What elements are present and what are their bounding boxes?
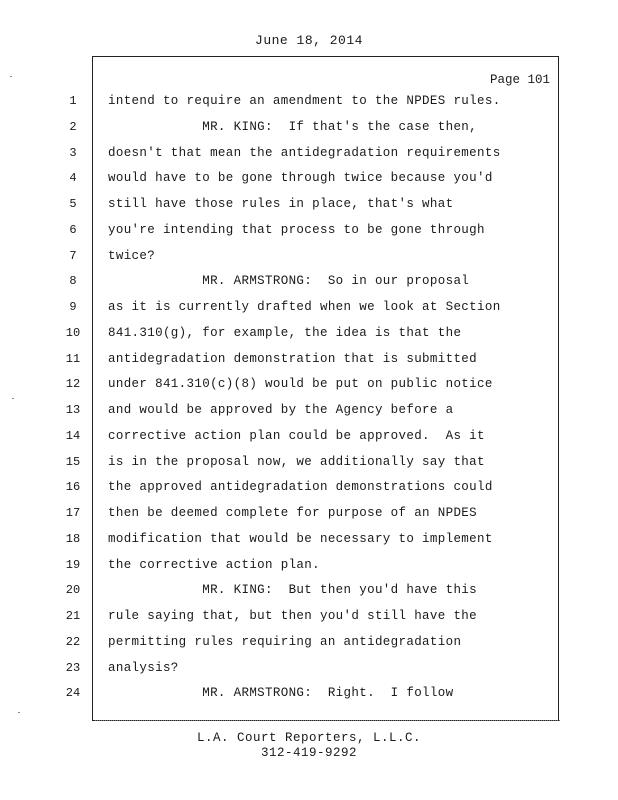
line-text: doesn't that mean the antidegradation requirements xyxy=(108,145,501,160)
transcript-line xyxy=(0,583,618,603)
court-reporter-phone: 312-419-9292 xyxy=(260,746,357,760)
line-number: 13 xyxy=(65,403,81,417)
line-text: and would be approved by the Agency before a xyxy=(108,403,454,417)
line-text: MR. ARMSTRONG: So in our proposal xyxy=(108,274,470,289)
line-text: 841.310(g), for example, the idea is that the xyxy=(108,325,462,340)
line-text: as it is currently drafted when we look at Section xyxy=(108,300,501,314)
line-text: MR. KING: If that's the case then, xyxy=(108,119,478,134)
transcript-line xyxy=(0,609,618,629)
transcript-line xyxy=(0,120,618,140)
line-text: twice? xyxy=(108,248,156,263)
transcript-line xyxy=(0,661,618,681)
line-text: MR. ARMSTRONG: Right. I follow xyxy=(108,686,454,701)
line-number: 19 xyxy=(65,557,81,572)
line-number: 11 xyxy=(65,351,81,366)
line-number: 22 xyxy=(65,634,81,649)
line-number: 7 xyxy=(69,248,77,263)
line-text: MR. KING: But then you'd have this xyxy=(108,583,478,598)
transcript-line xyxy=(0,94,618,114)
line-number: 24 xyxy=(65,686,81,701)
line-text: would have to be gone through twice because you'd xyxy=(108,171,493,186)
line-number: 15 xyxy=(65,454,81,469)
line-text: still have those rules in place, that's what xyxy=(108,197,454,211)
page-number: Page 101 xyxy=(489,73,550,87)
transcript-line xyxy=(0,455,618,475)
line-number: 4 xyxy=(69,171,77,186)
line-text: corrective action plan could be approved. As it xyxy=(108,428,485,443)
line-text: you're intending that process to be gone through xyxy=(108,222,485,237)
transcript-line xyxy=(0,635,618,655)
transcript-line xyxy=(0,403,618,423)
line-number: 23 xyxy=(65,660,81,675)
line-number: 16 xyxy=(65,480,81,495)
transcript-line xyxy=(0,197,618,217)
transcript-line xyxy=(0,326,618,346)
transcript-line xyxy=(0,352,618,372)
transcript-line xyxy=(0,249,618,269)
line-text: is in the proposal now, we additionally say that xyxy=(108,454,485,469)
line-number: 3 xyxy=(69,145,77,160)
line-number: 10 xyxy=(65,325,81,340)
scan-speck xyxy=(12,398,14,399)
transcript-line xyxy=(0,686,618,706)
scan-speck xyxy=(10,76,12,77)
line-number: 6 xyxy=(69,222,77,237)
line-number: 12 xyxy=(65,377,81,392)
line-number: 8 xyxy=(69,274,77,289)
transcript-line xyxy=(0,146,618,166)
line-text: analysis? xyxy=(108,660,179,675)
line-number: 14 xyxy=(65,428,81,443)
transcript-line xyxy=(0,171,618,191)
transcript-line xyxy=(0,429,618,449)
line-text: under 841.310(c)(8) would be put on public notice xyxy=(108,377,493,392)
transcript-line xyxy=(0,480,618,500)
line-number: 2 xyxy=(69,119,77,134)
transcript-line xyxy=(0,377,618,397)
line-number: 21 xyxy=(65,609,81,623)
transcript-date: June 18, 2014 xyxy=(255,33,363,48)
line-text: the corrective action plan. xyxy=(108,557,320,572)
line-text: intend to require an amendment to the NPDES rules. xyxy=(108,94,501,108)
court-reporter-name: L.A. Court Reporters, L.L.C. xyxy=(196,731,422,745)
line-text: antidegradation demonstration that is submitted xyxy=(108,351,478,366)
line-text: the approved antidegradation demonstrations could xyxy=(108,480,493,495)
line-number: 17 xyxy=(65,506,81,520)
transcript-line xyxy=(0,558,618,578)
transcript-line xyxy=(0,506,618,526)
transcript-line xyxy=(0,532,618,552)
transcript-line xyxy=(0,300,618,320)
scan-speck xyxy=(18,712,20,713)
frame-shadow-line xyxy=(95,720,560,722)
line-number: 20 xyxy=(65,583,81,598)
line-number: 5 xyxy=(69,197,77,211)
line-number: 9 xyxy=(69,300,77,314)
line-text: modification that would be necessary to implement xyxy=(108,531,493,546)
line-text: then be deemed complete for purpose of an NPDES xyxy=(108,506,478,520)
transcript-line xyxy=(0,274,618,294)
line-number: 1 xyxy=(69,94,77,108)
line-text: permitting rules requiring an antidegradation xyxy=(108,634,462,649)
line-text: rule saying that, but then you'd still have the xyxy=(108,609,478,623)
line-number: 18 xyxy=(65,531,81,546)
transcript-line xyxy=(0,223,618,243)
